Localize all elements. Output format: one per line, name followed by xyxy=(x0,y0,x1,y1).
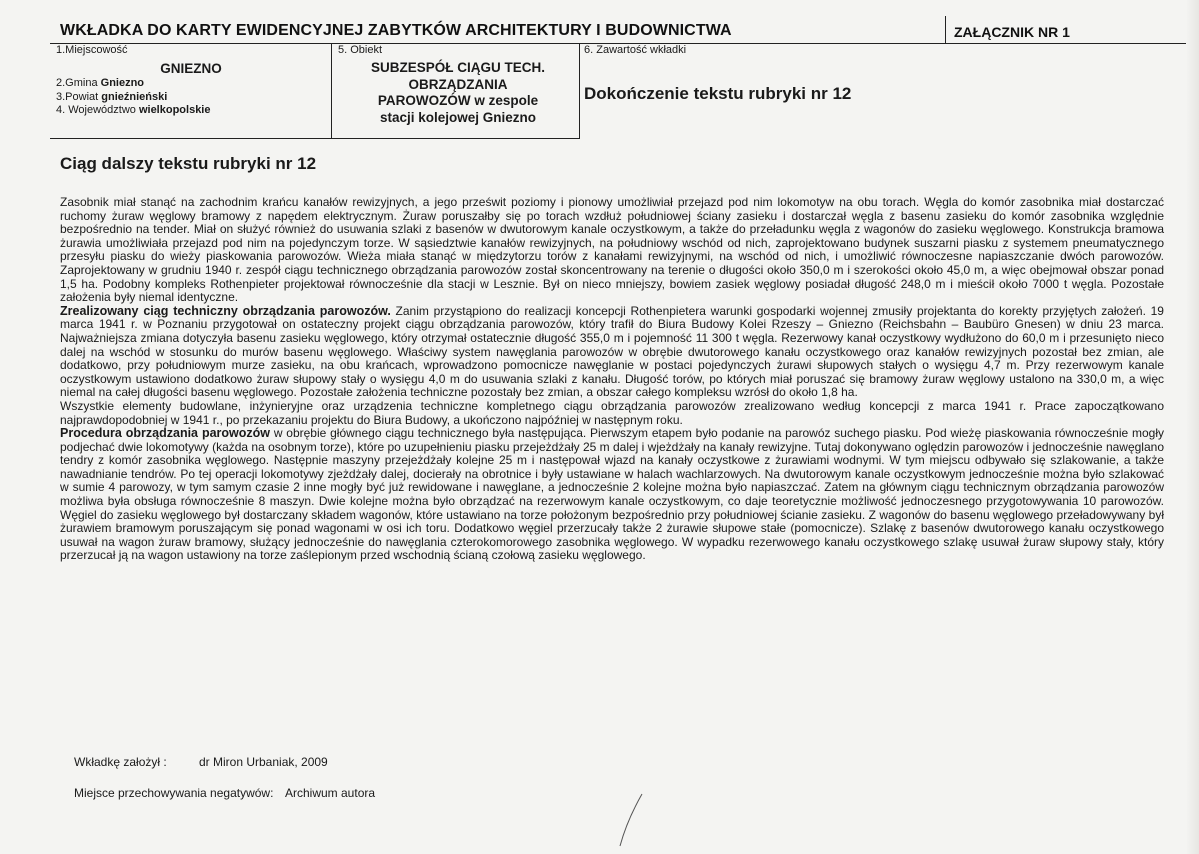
commune-row xyxy=(56,77,326,91)
object-line-4: stacji kolejowej Gniezno xyxy=(379,109,537,125)
object-line-1: SUBZESPÓŁ CIĄGU TECH. xyxy=(370,60,545,75)
negatives-label: Miejsce przechowywania negatywów: xyxy=(74,786,274,800)
town-value: GNIEZNO xyxy=(160,60,222,76)
paragraph-4-heading: Procedura obrządzania parowozów xyxy=(60,426,271,441)
county-value: gnieźnieński xyxy=(101,90,168,103)
object-line-3-bold: PAROWOZÓW xyxy=(377,93,471,108)
county-row xyxy=(56,91,326,105)
commune-label: 2.Gmina xyxy=(56,77,98,89)
contents-cell xyxy=(584,44,1184,103)
voivodeship-row xyxy=(56,104,326,118)
paragraph-2 xyxy=(60,305,1164,400)
document-title: WKŁADKA DO KARTY EWIDENCYJNEJ ZABYTKÓW ARCHITEKTURY I BUDOWNICTWA xyxy=(60,22,732,39)
cell-divider-2 xyxy=(579,44,580,138)
paragraph-3: Wszystkie elementy budowlane, inżynieryjne oraz urządzenia techniczne kompletnego ciągu obrządzania parowozów zrealizowano według koncepcji z marca 1941 r. Prace zapoczątkowano najprawdopodobniej w 1941 r., po przekazaniu projektu do Biura Budowy, a ukończono najpóźniej w następnym roku. xyxy=(60,398,1164,427)
paragraph-4-text: w obrębie głównego ciągu technicznego była następująca. Pierwszym etapem było podanie na parowóz suchego piasku. Pod wieżę piaskowania równocześnie mogły podjechać dwie lokomotywy (każda na osobnym torze), które po uzupełnieniu piasku przejeżdżały 25 m dalej i wjeżdżały na kanały rewizyjne. Tutaj dokonywano oględzin parowozów i jednocześnie nawęglano tendry z komór zasobnika węglowego. Następnie maszyny przejeżdżały kolejne 25 m i następował wjazd na kanały oczystkowe z żurawiami wodnymi. W tym miejscu odbywało się szlakowanie, a także nawadnianie tendrów. Po tej operacji lokomotywy zjeżdżały dalej, docierały na obrotnice i były ustawiane w halach wachlarzowych. Na dwutorowym kanale oczystkowym jednocześnie można było szlakować w sumie 4 parowozy, w tym samym czasie 2 inne mogły być już rewidowane i nawęglane, a jednocześnie 2 kolejne można było napiaszczać. Zatem na głównym ciągu technicznym obrządzania parowozów możliwa była obsługa równocześnie 8 maszyn. Dwie kolejne można było obrządzać na rezerwowym kanale oczystkowym, co daje teoretycznie możliwość jednoczesnego przygotowywania 10 parowozów. Węgiel do zasieku węglowego był dostarczany składem wagonów, które ustawiano na torze położonym bezpośrednio przy południowej ścianie zasieku. Z wagonów do basenu węglowego przeładowywany był żurawiem bramowym poruszającym się ponad wagonami w osi ich toru. Dodatkowo węgiel przerzucały także 2 żurawie słupowe stałe (pomocnicze). Szlakę z basenów dwutorowego kanału oczystkowego usuwał na wagon żuraw bramowy, służący jednocześnie do nawęglania czterokomorowego zasobnika węglowego. W wypadku rezerwowego kanału oczystkowego szlakę usuwał żuraw słupowy stały, który przerzucał ją na wagon ustawiony na torze zaślepionym przed wschodnią ścianą czołową zasieku węglowego. xyxy=(60,426,1164,563)
object-cell xyxy=(338,44,578,126)
paragraph-4 xyxy=(60,427,1164,563)
annex-label: ZAŁĄCZNIK NR 1 xyxy=(954,24,1070,40)
object-label: 5. Obiekt xyxy=(338,44,383,56)
county-label: 3.Powiat xyxy=(56,90,99,103)
object-line-3-rest: w zespole xyxy=(470,93,539,108)
object-name xyxy=(338,60,578,126)
voivodeship-value: wielkopolskie xyxy=(138,104,211,116)
location-cell xyxy=(56,44,326,118)
voivodeship-label: 4. Województwo xyxy=(56,104,136,116)
author-value: dr Miron Urbaniak, 2009 xyxy=(199,755,328,769)
town-label: 1.Miejscowość xyxy=(56,44,128,56)
paragraph-2-text: Zanim przystąpiono do realizacji koncepcji Rothenpietera warunki gospodarki wojennej zmusiły projektanta do korekty przyjętych założeń. 19 marca 1941 r. w Poznaniu przygotował on ostateczny projekt ciągu obrządzania parowozów, który trafił do Biura Budowy Kolei Rzeszy – Gniezno (Reichsbahn – Baubüro Gnesen) w dniu 23 marca. Najważniejsza zmiana dotyczyła basenu zasieku węglowego, który otrzymał ostatecznie długość 355,0 m i pojemność 11 300 t węgla. Rezerwowy kanał oczystkowy wydłużono do 60,0 m i przesunięto nieco dalej na wschód w stosunku do murów basenu węglowego. Właściwy system nawęglania parowozów w obrębie dwutorowego kanału oczystkowego oraz kanałów rewizyjnych pozostał bez zmian, ale dodatkowo, przy południowym murze zasieku, na obu krańcach, wprowadzono pomocnicze nawęglanie w postaci pojedynczych żurawi słupowych stałych o wysięgu 4,7 m. Przy rezerwowym kanale oczystkowym ustawiono dodatkowo żuraw słupowy stały o wysięgu 4,0 m do usuwania szlaki z kanału. Długość torów, po których miał poruszać się bramowy żuraw węglowy ustalono na 330,0 m, a więc niemal na całej długości basenu węglowego. Pozostałe założenia techniczne pozostały bez zmian, a obszar całego kompleksu wzrósł do około 1,8 ha. xyxy=(60,303,1164,400)
scan-edge xyxy=(1186,0,1199,854)
paragraph-1: Zasobnik miał stanąć na zachodnim krańcu kanałów rewizyjnych, a jego prześwit poziomy i pionowy umożliwiał przejazd pod nim lokomotyw na obu torach. Węgla do komór zasobnika miał dostarczać ruchomy żuraw węglowy bramowy z napędem elektrycznym. Żuraw poruszałby się po torach wzdłuż południowej ściany zasieku i dostarczał węgla z basenu zasieku do komór zasobnika względnie bezpośrednio na tender. Miał on służyć również do usuwania szlaki z basenów w dwutorowym kanale oczystkowym, a także do przeładunku węgla z wagonów do zasieku węglowego. Konstrukcja bramowa żurawia umożliwiała przejazd pod nim na pojedynczym torze. W sąsiedztwie kanałów rewizyjnych, na południowy wschód od nich, zaprojektowano budynek suszarni piasku z systemem pneumatycznego przesyłu piasku do wieży piaskowania parowozów. Wieża miała stanąć w międzytorzu torów z kanałami rewizyjnymi, na wschód od nich, i umożliwić równoczesne napiaszczanie dwóch parowozów. Zaprojektowany w grudniu 1940 r. zespół ciągu technicznego obrządzania parowozów został skoncentrowany na terenie o długości około 350,0 m i szerokości około 45,0 m, a więc obejmował obszar ponad 1,5 ha. Podobny kompleks Rothenpieter projektował równocześnie dla stacji w Lesznie. Był on nieco mniejszy, bowiem zasiek węglowy posiadał długość 248,0 m i mieścił około 7000 t węgla. Pozostałe założenia były niemal identyczne. xyxy=(60,195,1164,305)
commune-value: Gniezno xyxy=(100,77,145,89)
body-text xyxy=(60,196,1164,563)
negatives-value: Archiwum autora xyxy=(285,786,376,800)
pen-stroke-mark xyxy=(612,790,652,850)
annex-divider xyxy=(945,16,946,43)
object-line-2: OBRZĄDZANIA xyxy=(408,76,508,92)
section-heading: Ciąg dalszy tekstu rubryki nr 12 xyxy=(60,154,317,173)
contents-value: Dokończenie tekstu rubryki nr 12 xyxy=(584,84,852,103)
cell-divider-1 xyxy=(331,44,332,138)
paragraph-2-heading: Zrealizowany ciąg techniczny obrządzania parowozów. xyxy=(60,303,391,318)
contents-label: 6. Zawartość wkładki xyxy=(584,44,687,56)
cell-bottom-rule xyxy=(50,138,580,139)
header-cells xyxy=(50,44,1199,138)
author-label: Wkładkę założył : xyxy=(74,755,167,769)
